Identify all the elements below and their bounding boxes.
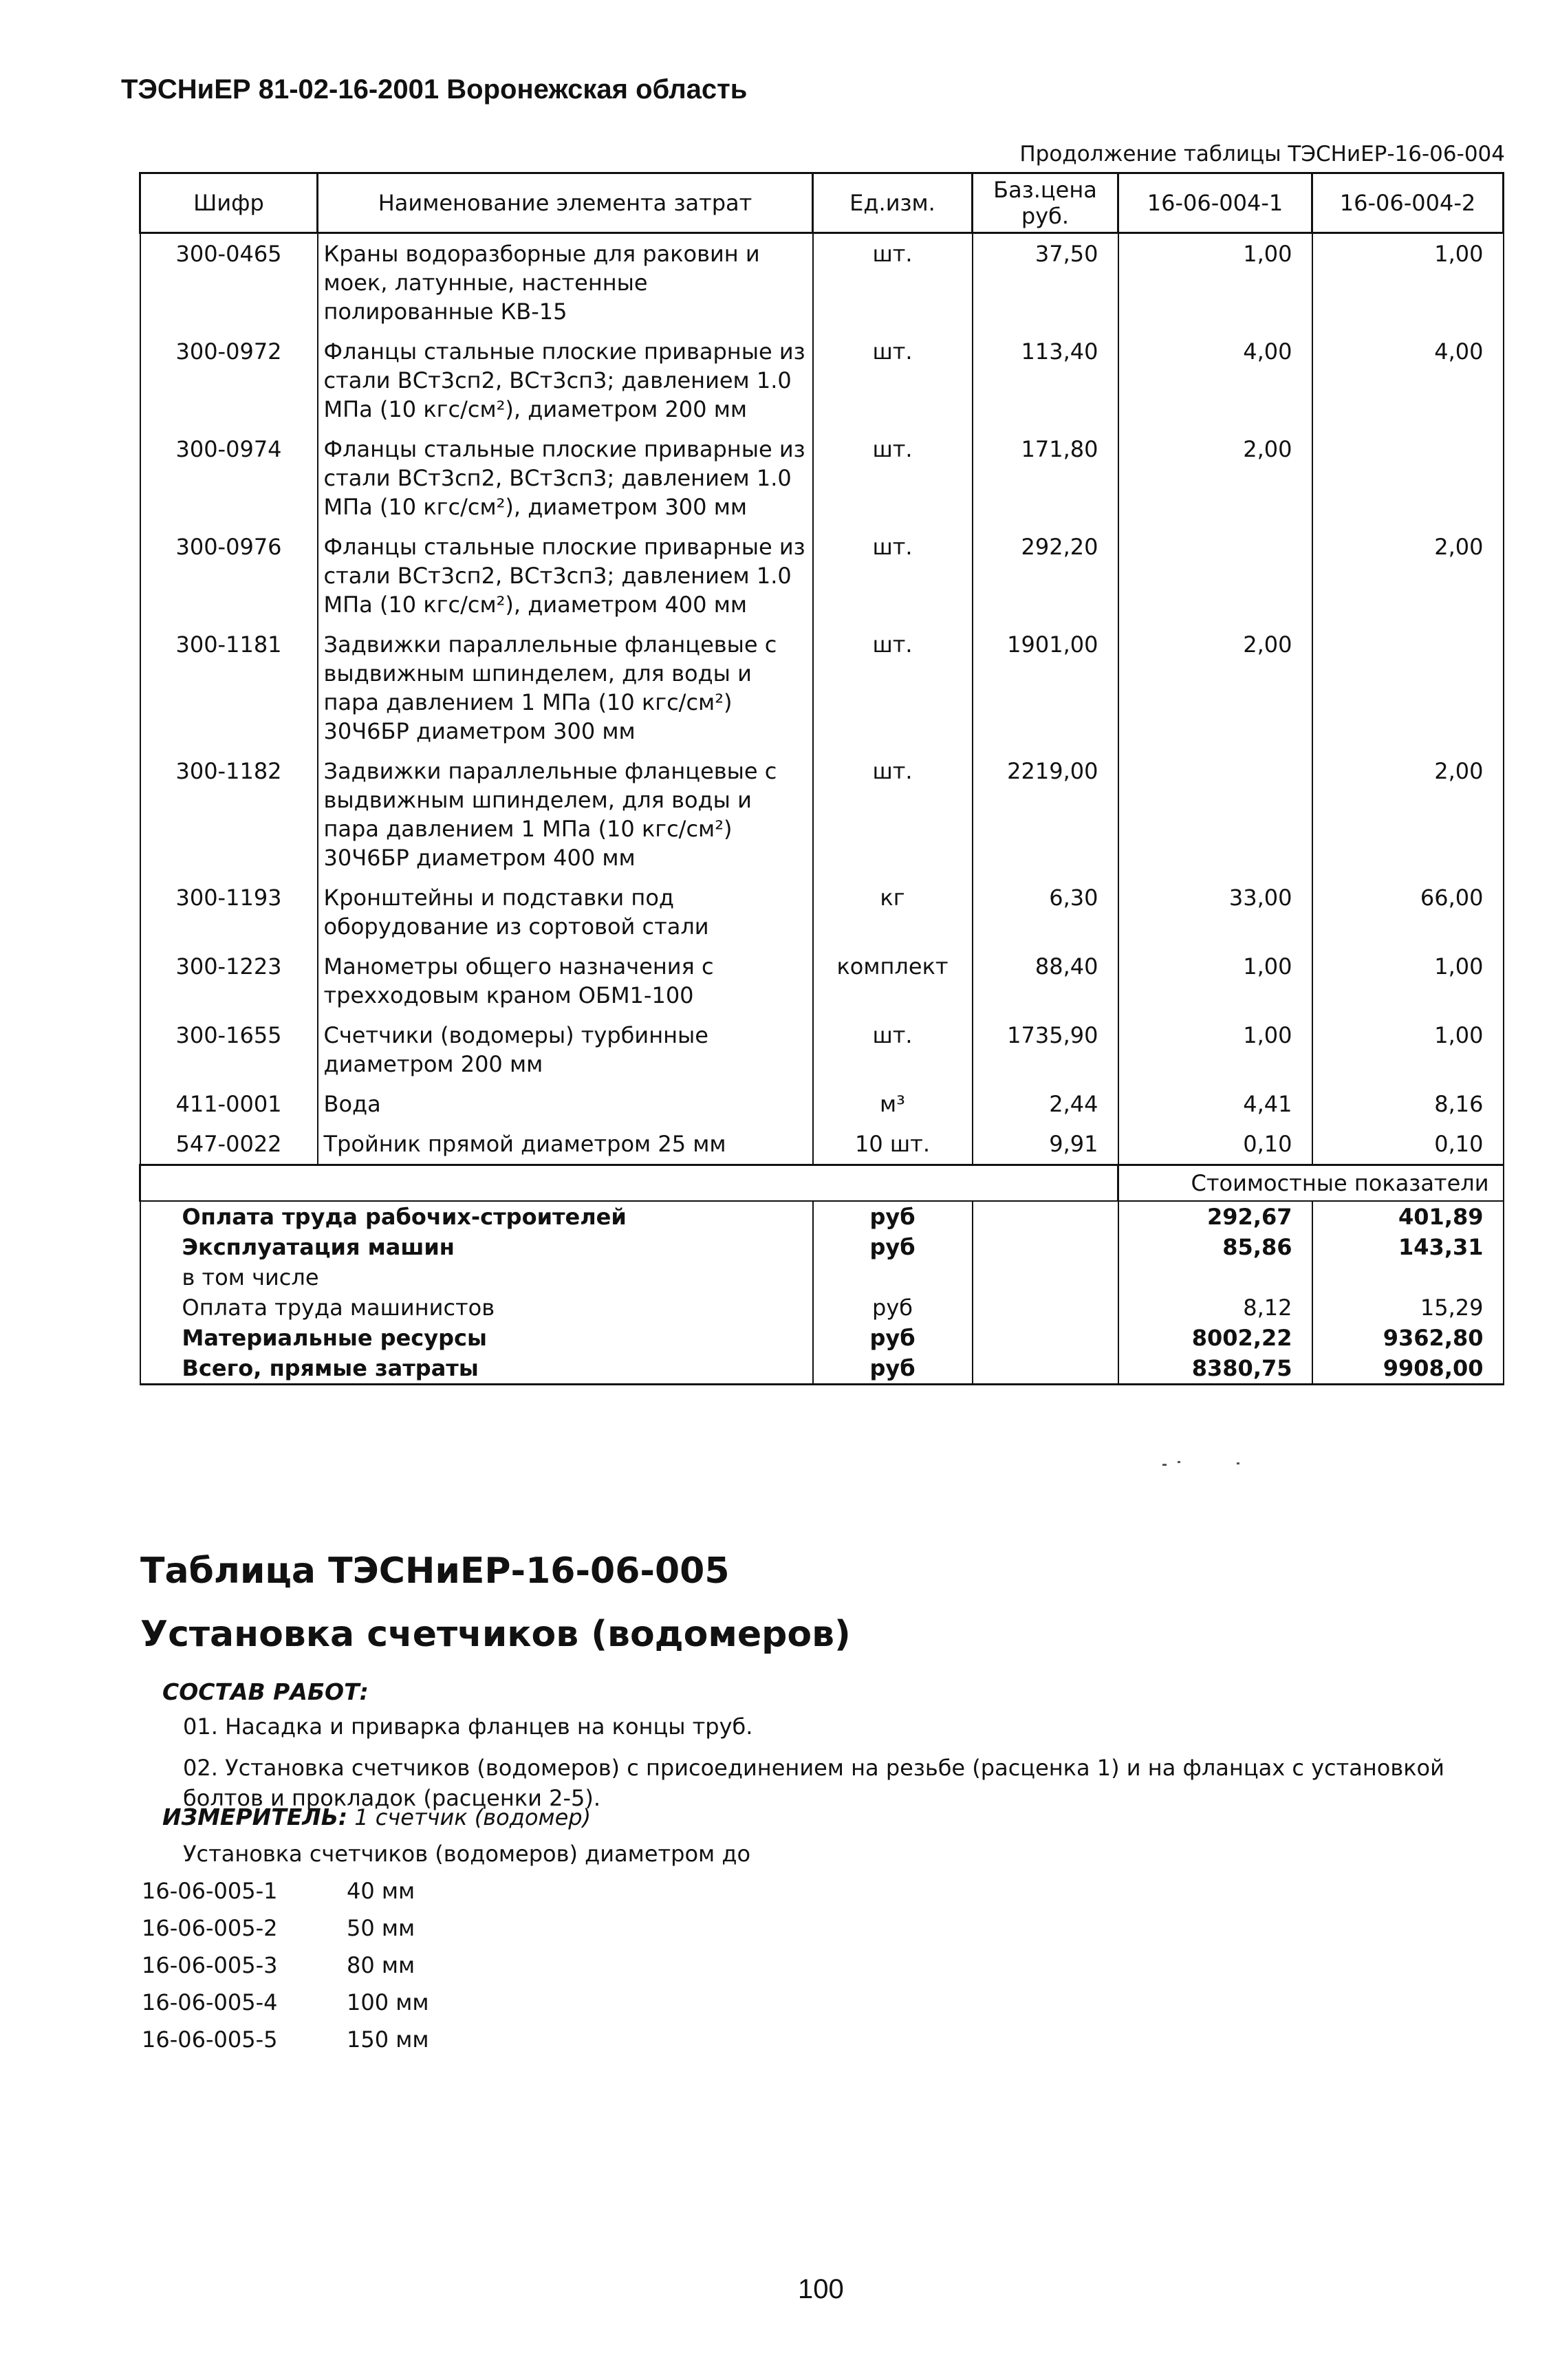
cost-rate-1: 8,12 xyxy=(1118,1292,1312,1323)
cost-unit: руб xyxy=(813,1201,973,1232)
cost-row xyxy=(140,1323,1504,1353)
scan-speck xyxy=(1237,1462,1239,1464)
work-item: 02. Установка счетчиков (водомеров) с присоединением на резьбе (расценка 1) и на фланцах с установкой болтов и прокладок (расценки 2-5). xyxy=(183,1755,1444,1811)
col-header-name: Наименование элемента затрат xyxy=(318,173,813,233)
cell-name: Вода xyxy=(318,1084,813,1124)
cell-rate-2: 4,00 xyxy=(1312,332,1504,429)
cell-rate-1: 4,41 xyxy=(1118,1084,1312,1124)
cell-name: Краны водоразборные для раковин и моек, латунные, настенные полированные КВ-15 xyxy=(318,233,813,332)
page-number: 100 xyxy=(798,2274,844,2304)
cost-unit: руб xyxy=(813,1292,973,1323)
cell-rate-1: 0,10 xyxy=(1118,1124,1312,1165)
table-row xyxy=(140,1084,1504,1124)
cell-rate-1: 33,00 xyxy=(1118,878,1312,946)
cell-price: 292,20 xyxy=(973,527,1118,625)
cell-code: 300-1223 xyxy=(140,946,318,1015)
cell-name: Тройник прямой диаметром 25 мм xyxy=(318,1124,813,1165)
cost-price-empty xyxy=(973,1262,1118,1292)
rate-code-row xyxy=(142,1989,429,2026)
cell-unit: 10 шт. xyxy=(813,1124,973,1165)
cost-rate-2: 15,29 xyxy=(1312,1292,1504,1323)
cost-price-empty xyxy=(973,1292,1118,1323)
rate-code: 16-06-005-4 xyxy=(142,1989,278,2015)
cost-unit: руб xyxy=(813,1353,973,1385)
cost-row xyxy=(140,1353,1504,1385)
rate-code-row xyxy=(142,1952,429,1989)
table-continuation-caption: Продолжение таблицы ТЭСНиЕР-16-06-004 xyxy=(1019,142,1505,166)
rate-size: 40 мм xyxy=(347,1878,415,1904)
table-row xyxy=(140,1124,1504,1165)
cost-label: Оплата труда рабочих-строителей xyxy=(140,1201,813,1232)
cost-rate-2: 9908,00 xyxy=(1312,1353,1504,1385)
works-label: СОСТАВ РАБОТ: xyxy=(162,1678,369,1705)
rate-size: 80 мм xyxy=(347,1952,415,1978)
table-row xyxy=(140,233,1504,332)
cost-row xyxy=(140,1292,1504,1323)
cell-unit: шт. xyxy=(813,429,973,527)
cell-code: 300-0976 xyxy=(140,527,318,625)
cell-price: 2,44 xyxy=(973,1084,1118,1124)
cost-label: Всего, прямые затраты xyxy=(140,1353,813,1385)
cost-label: Эксплуатация машин xyxy=(140,1232,813,1262)
rate-code-row xyxy=(142,1915,429,1952)
cell-price: 6,30 xyxy=(973,878,1118,946)
cell-rate-1: 1,00 xyxy=(1118,1015,1312,1084)
cost-header-row xyxy=(140,1165,1504,1202)
cell-unit: шт. xyxy=(813,527,973,625)
cell-price: 113,40 xyxy=(973,332,1118,429)
cell-code: 300-0974 xyxy=(140,429,318,527)
cell-code: 300-0465 xyxy=(140,233,318,332)
cell-code: 300-1181 xyxy=(140,625,318,751)
cell-rate-1: 4,00 xyxy=(1118,332,1312,429)
cost-unit xyxy=(813,1262,973,1292)
scan-speck xyxy=(1178,1461,1180,1463)
cell-name: Счетчики (водомеры) турбинные диаметром 200 мм xyxy=(318,1015,813,1084)
cost-rate-1: 85,86 xyxy=(1118,1232,1312,1262)
cell-name: Фланцы стальные плоские приварные из стали ВСт3сп2, ВСт3сп3; давлением 1.0 МПа (10 кгс/см²), диаметром 300 мм xyxy=(318,429,813,527)
cost-row xyxy=(140,1262,1504,1292)
cost-rate-2 xyxy=(1312,1262,1504,1292)
col-header-price-text: Баз.цена руб. xyxy=(993,177,1097,229)
cell-price: 88,40 xyxy=(973,946,1118,1015)
cell-unit: шт. xyxy=(813,332,973,429)
cell-name: Манометры общего назначения с трехходовым краном ОБМ1-100 xyxy=(318,946,813,1015)
cost-rate-1: 8380,75 xyxy=(1118,1353,1312,1385)
section-subtitle: Установка счетчиков (водомеров) xyxy=(140,1614,851,1655)
cell-unit: комплект xyxy=(813,946,973,1015)
rate-size: 150 мм xyxy=(347,2026,429,2053)
cell-unit: кг xyxy=(813,878,973,946)
measurer-line xyxy=(162,1804,591,1830)
table-row xyxy=(140,1015,1504,1084)
table-row xyxy=(140,946,1504,1015)
table-row xyxy=(140,527,1504,625)
cell-unit: шт. xyxy=(813,625,973,751)
cell-rate-2: 1,00 xyxy=(1312,1015,1504,1084)
col-header-rate-1: 16-06-004-1 xyxy=(1118,173,1312,233)
cell-name: Фланцы стальные плоские приварные из стали ВСт3сп2, ВСт3сп3; давлением 1.0 МПа (10 кгс/см²), диаметром 400 мм xyxy=(318,527,813,625)
cost-label: в том числе xyxy=(140,1262,813,1292)
measurer-label: ИЗМЕРИТЕЛЬ: xyxy=(162,1804,348,1830)
rate-code: 16-06-005-3 xyxy=(142,1952,278,1978)
document-header: ТЭСНиЕР 81-02-16-2001 Воронежская область xyxy=(121,74,748,105)
cell-name: Кронштейны и подставки под оборудование из сортовой стали xyxy=(318,878,813,946)
cell-rate-2: 1,00 xyxy=(1312,946,1504,1015)
cell-rate-2: 8,16 xyxy=(1312,1084,1504,1124)
cost-header-label: Стоимостные показатели xyxy=(1118,1165,1504,1202)
resource-table xyxy=(139,172,1504,1385)
cell-code: 300-1182 xyxy=(140,751,318,878)
rate-codes-list xyxy=(142,1878,429,2064)
cell-price: 2219,00 xyxy=(973,751,1118,878)
cell-rate-2 xyxy=(1312,429,1504,527)
col-header-price xyxy=(973,173,1118,233)
cell-rate-1: 2,00 xyxy=(1118,625,1312,751)
rate-code-row xyxy=(142,2026,429,2064)
cell-unit: шт. xyxy=(813,751,973,878)
cell-name: Задвижки параллельные фланцевые с выдвижным шпинделем, для воды и пара давлением 1 МПа (10 кгс/см²) 30Ч6БР диаметром 300 мм xyxy=(318,625,813,751)
cell-price: 1735,90 xyxy=(973,1015,1118,1084)
cost-row xyxy=(140,1232,1504,1262)
rate-size: 100 мм xyxy=(347,1989,429,2015)
cost-unit: руб xyxy=(813,1323,973,1353)
scan-speck xyxy=(1162,1464,1167,1466)
cell-name: Фланцы стальные плоские приварные из стали ВСт3сп2, ВСт3сп3; давлением 1.0 МПа (10 кгс/см²), диаметром 200 мм xyxy=(318,332,813,429)
table-row xyxy=(140,751,1504,878)
cell-code: 300-1193 xyxy=(140,878,318,946)
cell-rate-1: 2,00 xyxy=(1118,429,1312,527)
table-row xyxy=(140,625,1504,751)
cell-unit: шт. xyxy=(813,1015,973,1084)
section-title: Таблица ТЭСНиЕР-16-06-005 xyxy=(140,1550,730,1592)
cost-rate-1: 8002,22 xyxy=(1118,1323,1312,1353)
rate-code: 16-06-005-1 xyxy=(142,1878,278,1904)
cell-price: 9,91 xyxy=(973,1124,1118,1165)
cell-code: 300-1655 xyxy=(140,1015,318,1084)
cost-price-empty xyxy=(973,1323,1118,1353)
cost-rate-1 xyxy=(1118,1262,1312,1292)
table-row xyxy=(140,332,1504,429)
cell-rate-2: 1,00 xyxy=(1312,233,1504,332)
cost-row xyxy=(140,1201,1504,1232)
col-header-rate-2: 16-06-004-2 xyxy=(1312,173,1504,233)
cell-rate-2: 66,00 xyxy=(1312,878,1504,946)
cell-rate-2 xyxy=(1312,625,1504,751)
cell-price: 37,50 xyxy=(973,233,1118,332)
table-header-row xyxy=(140,173,1504,233)
cost-unit: руб xyxy=(813,1232,973,1262)
cost-rate-1: 292,67 xyxy=(1118,1201,1312,1232)
cell-code: 547-0022 xyxy=(140,1124,318,1165)
table-row xyxy=(140,878,1504,946)
cell-rate-2: 2,00 xyxy=(1312,527,1504,625)
cell-code: 411-0001 xyxy=(140,1084,318,1124)
cell-rate-1: 1,00 xyxy=(1118,946,1312,1015)
cell-rate-1 xyxy=(1118,527,1312,625)
cell-rate-1: 1,00 xyxy=(1118,233,1312,332)
install-intro: Установка счетчиков (водомеров) диаметром до xyxy=(183,1841,751,1867)
cost-price-empty xyxy=(973,1353,1118,1385)
cell-rate-2: 2,00 xyxy=(1312,751,1504,878)
cell-unit: шт. xyxy=(813,233,973,332)
rate-code: 16-06-005-2 xyxy=(142,1915,278,1941)
col-header-unit: Ед.изм. xyxy=(813,173,973,233)
cell-rate-2: 0,10 xyxy=(1312,1124,1504,1165)
cost-rate-2: 9362,80 xyxy=(1312,1323,1504,1353)
table-row xyxy=(140,429,1504,527)
cell-code: 300-0972 xyxy=(140,332,318,429)
rate-size: 50 мм xyxy=(347,1915,415,1941)
cell-rate-1 xyxy=(1118,751,1312,878)
cost-rate-2: 143,31 xyxy=(1312,1232,1504,1262)
rate-code-row xyxy=(142,1878,429,1915)
cost-price-empty xyxy=(973,1201,1118,1232)
cost-price-empty xyxy=(973,1232,1118,1262)
cell-price: 171,80 xyxy=(973,429,1118,527)
cost-header-spacer xyxy=(140,1165,1118,1202)
cell-name: Задвижки параллельные фланцевые с выдвижным шпинделем, для воды и пара давлением 1 МПа (10 кгс/см²) 30Ч6БР диаметром 400 мм xyxy=(318,751,813,878)
cell-price: 1901,00 xyxy=(973,625,1118,751)
rate-code: 16-06-005-5 xyxy=(142,2026,278,2053)
cost-rate-2: 401,89 xyxy=(1312,1201,1504,1232)
cost-label: Материальные ресурсы xyxy=(140,1323,813,1353)
cost-label: Оплата труда машинистов xyxy=(140,1292,813,1323)
cell-unit: м³ xyxy=(813,1084,973,1124)
col-header-code: Шифр xyxy=(140,173,318,233)
work-item: 01. Насадка и приварка фланцев на концы труб. xyxy=(183,1713,753,1740)
measurer-value: 1 счетчик (водомер) xyxy=(354,1804,592,1830)
